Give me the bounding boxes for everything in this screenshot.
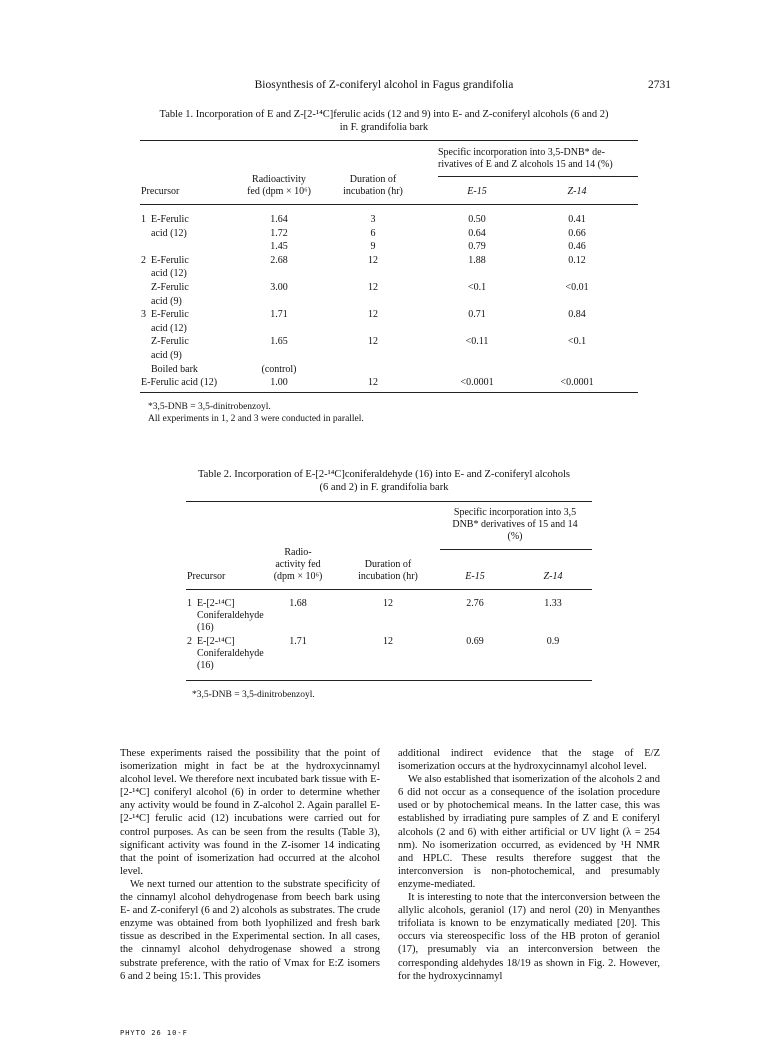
table1-cell-p: acid (9) bbox=[141, 295, 182, 307]
table1-cell-p: 2 E-Ferulic bbox=[141, 254, 189, 266]
table1-cell-p: acid (9) bbox=[141, 350, 182, 361]
table2-header-radio-2: activity fed bbox=[275, 559, 321, 570]
table1-cell-z: 0.46 bbox=[568, 241, 586, 253]
table2-cell-p3: (16) bbox=[187, 622, 214, 633]
table1-cell-e: 0.71 bbox=[468, 309, 486, 321]
table2-cell-d: 12 bbox=[383, 598, 393, 609]
table2-header-duration-2: incubation (hr) bbox=[358, 571, 418, 582]
table1-cell-d: 12 bbox=[368, 336, 378, 348]
table1-cell-e: <0.0001 bbox=[460, 377, 494, 389]
table1-cell-d: 3 bbox=[370, 214, 376, 225]
table2-header-radio-3: (dpm × 10⁶) bbox=[273, 571, 323, 582]
table2-top-rule bbox=[186, 501, 592, 502]
table1-cell-z: 0.12 bbox=[568, 254, 586, 266]
table2-cell-p1: 2 E-[2-¹⁴C] bbox=[187, 636, 235, 647]
table1-cell-d: 12 bbox=[368, 282, 378, 293]
table2-header-specific-3: (%) bbox=[507, 531, 523, 542]
table1-header-specific-1: Specific incorporation into 3,5-DNB* de- bbox=[438, 147, 605, 158]
table2-cell-e: 0.69 bbox=[466, 636, 484, 647]
table1-cell-z: 0.41 bbox=[568, 214, 586, 225]
running-header-title: Biosynthesis of Z-coniferyl alcohol in Fagus grandifolia bbox=[254, 79, 514, 91]
body-column-left bbox=[120, 747, 380, 983]
table1-cell-d: 12 bbox=[368, 254, 378, 266]
table1-cell-r: 1.71 bbox=[270, 309, 288, 321]
table2-header-precursor: Precursor bbox=[187, 571, 226, 582]
table2-caption-line2: (6 and 2) in F. grandifolia bark bbox=[319, 482, 449, 493]
table1-cell-e: 0.79 bbox=[468, 241, 486, 253]
table2-header-specific-2: DNB* derivatives of 15 and 14 bbox=[452, 519, 578, 530]
table1-cell-r: (control) bbox=[261, 363, 297, 375]
table1-cell-r: 1.00 bbox=[270, 377, 288, 389]
table2-cell-p1: 1 E-[2-¹⁴C] bbox=[187, 598, 235, 609]
table1-cell-r: 1.65 bbox=[270, 336, 288, 348]
body-left-paragraph-2: We next turned our attention to the substrate specificity of the cinnamyl alcohol dehydrogenase from beech bark using E- and Z-coniferyl (6 and 2) alcohols as substrates. The crude enzyme was obtained from both lyophilized and fresh bark tissue as described in the Experimental section. In all cases, the cinnamyl alcohol dehydrogenase showed a strong substrate preference, with the ratio of Vmax for E:Z isomers 6 and 2 being 15:1. This provides bbox=[120, 878, 380, 982]
table2-header-duration-1: Duration of bbox=[364, 559, 412, 570]
table1-header-z14: Z-14 bbox=[567, 186, 587, 197]
table2-bottom-rule bbox=[186, 680, 592, 681]
table1-cell-p: Boiled bark bbox=[141, 363, 198, 375]
table1-cell-r: 1.45 bbox=[270, 241, 288, 253]
page-number: 2731 bbox=[648, 79, 671, 91]
table2-cell-z: 1.33 bbox=[544, 598, 562, 609]
table1-header-e15: E-15 bbox=[467, 186, 487, 197]
table1-caption-line1: Table 1. Incorporation of E and Z-[2-¹⁴C]ferulic acids (12 and 9) into E- and Z-coniferyl alcohols (6 and 2) bbox=[159, 109, 609, 120]
table2-header-specific-1: Specific incorporation into 3,5 bbox=[453, 507, 577, 518]
body-column-right bbox=[398, 747, 660, 983]
table1-top-rule bbox=[140, 140, 638, 141]
table2-header-z14: Z-14 bbox=[543, 571, 563, 582]
body-right-paragraph-3: It is interesting to note that the interconversion between the allylic alcohols, geraniol (17) and nerol (20) in Menyanthes trifoliata is known to be enzymatically mediated [20]. This occurs via stereospecific loss of the HB proton of geraniol (17), presumably via an interconversion between the corresponding aldehydes 18/19 as shown in Fig. 2. However, for the hydroxycinnamyl bbox=[398, 892, 660, 982]
table1-cell-d: 9 bbox=[370, 241, 376, 253]
table2-cell-z: 0.9 bbox=[546, 636, 560, 647]
table1-cell-p: acid (12) bbox=[141, 268, 187, 280]
table1-header-duration-2: incubation (hr) bbox=[343, 186, 403, 197]
journal-footer-code: PHYTO 26 10-F bbox=[120, 1029, 188, 1037]
table1-cell-z: <0.0001 bbox=[560, 377, 594, 389]
table1-footnote-2: All experiments in 1, 2 and 3 were conducted in parallel. bbox=[148, 414, 364, 424]
table1-cell-r: 1.64 bbox=[270, 214, 288, 225]
table2-specific-rule bbox=[440, 549, 592, 550]
table1-cell-p: 3 E-Ferulic bbox=[141, 309, 189, 321]
table1-cell-z: <0.01 bbox=[565, 282, 589, 293]
table2-cell-e: 2.76 bbox=[466, 598, 484, 609]
table2-header-rule bbox=[186, 589, 592, 590]
table2-caption-line1: Table 2. Incorporation of E-[2-¹⁴C]coniferaldehyde (16) into E- and Z-coniferyl alcohols bbox=[198, 469, 570, 480]
table1-cell-p: acid (12) bbox=[141, 322, 187, 334]
table2-cell-p2: Coniferaldehyde bbox=[187, 648, 264, 659]
table1-header-specific-2: rivatives of E and Z alcohols 15 and 14 (%) bbox=[438, 159, 613, 170]
table1-header-precursor: Precursor bbox=[141, 186, 180, 197]
table1-cell-z: 0.66 bbox=[568, 227, 586, 239]
table2-caption bbox=[100, 468, 668, 494]
table2-cell-r: 1.68 bbox=[289, 598, 307, 609]
table1-caption-line2: in F. grandifolia bark bbox=[339, 122, 429, 133]
table1-cell-e: 0.64 bbox=[468, 227, 486, 239]
table1-cell-d: 12 bbox=[368, 309, 378, 321]
table1-cell-e: <0.11 bbox=[465, 336, 489, 348]
table2-header-e15: E-15 bbox=[465, 571, 485, 582]
table1-cell-p: acid (12) bbox=[141, 227, 187, 239]
table1-caption bbox=[100, 108, 668, 134]
table1-cell-p: E-Ferulic acid (12) bbox=[141, 377, 218, 389]
table1-header-radio-1: Radioactivity bbox=[252, 174, 306, 185]
table1-cell-r: 2.68 bbox=[270, 254, 288, 266]
table1-cell-z: 0.84 bbox=[568, 309, 586, 321]
table2-cell-r: 1.71 bbox=[289, 636, 307, 647]
table2-header-radio-1: Radio- bbox=[284, 547, 312, 558]
table1-cell-z: <0.1 bbox=[567, 336, 587, 348]
table1-cell-e: 1.88 bbox=[468, 254, 486, 266]
table1-cell-r: 1.72 bbox=[270, 227, 288, 239]
table2-cell-p3: (16) bbox=[187, 660, 214, 671]
table1-cell-r: 3.00 bbox=[270, 282, 288, 293]
body-right-paragraph-2: We also established that isomerization of the alcohols 2 and 6 did not occur as a consequence of the isolation procedure used or by photochemical means. In the latter case, this was established by irradiating pure samples of Z and E coniferyl alcohols (2 and 6) with either artificial or UV light (λ = 254 nm). No isomerization occurred, as evidenced by ¹H NMR and HPLC. These results therefore suggest that the interconversion is non-photochemical, and presumably enzyme-mediated. bbox=[398, 774, 660, 890]
body-right-paragraph-1: additional indirect evidence that the stage of E/Z isomerization occurs at the hydroxycinnamyl alcohol level. bbox=[398, 748, 660, 773]
table2-footnote-1: *3,5-DNB = 3,5-dinitrobenzoyl. bbox=[192, 690, 315, 700]
table1-cell-d: 12 bbox=[368, 377, 378, 389]
table1-cell-e: <0.1 bbox=[467, 282, 487, 293]
body-left-paragraph-1: These experiments raised the possibility that the point of isomerization might in fact be at the hydroxycinnamyl alcohol level. We therefore next incubated bark tissue with E-[2-¹⁴C] coniferyl alcohol (6) in order to determine whether any activity would be found in Z-alcohol 2. Again parallel E-[2-¹⁴C] ferulic acid (12) incubations were carried out for control purposes. As can be seen from the results (Table 3), significant activity was found in the Z-isomer 14 indicating that the point of isomerization had occurred at the alcohol level. bbox=[120, 748, 380, 877]
table1-cell-p: Z-Ferulic bbox=[141, 336, 189, 348]
table1-header-duration-1: Duration of bbox=[349, 174, 397, 185]
table1-header-radio-2: fed (dpm × 10⁶) bbox=[247, 186, 311, 197]
table2-cell-p2: Coniferaldehyde bbox=[187, 610, 264, 621]
table1-cell-d: 6 bbox=[370, 227, 376, 239]
table1-cell-e: 0.50 bbox=[468, 214, 486, 225]
table1-cell-p: 1 E-Ferulic bbox=[141, 214, 189, 225]
table1-footnote-1: *3,5-DNB = 3,5-dinitrobenzoyl. bbox=[148, 402, 271, 412]
table1-specific-rule bbox=[438, 176, 638, 177]
table1-bottom-rule bbox=[140, 392, 638, 393]
table1-cell-p: Z-Ferulic bbox=[141, 282, 189, 293]
table2-cell-d: 12 bbox=[383, 636, 393, 647]
table1-header-rule bbox=[140, 204, 638, 205]
